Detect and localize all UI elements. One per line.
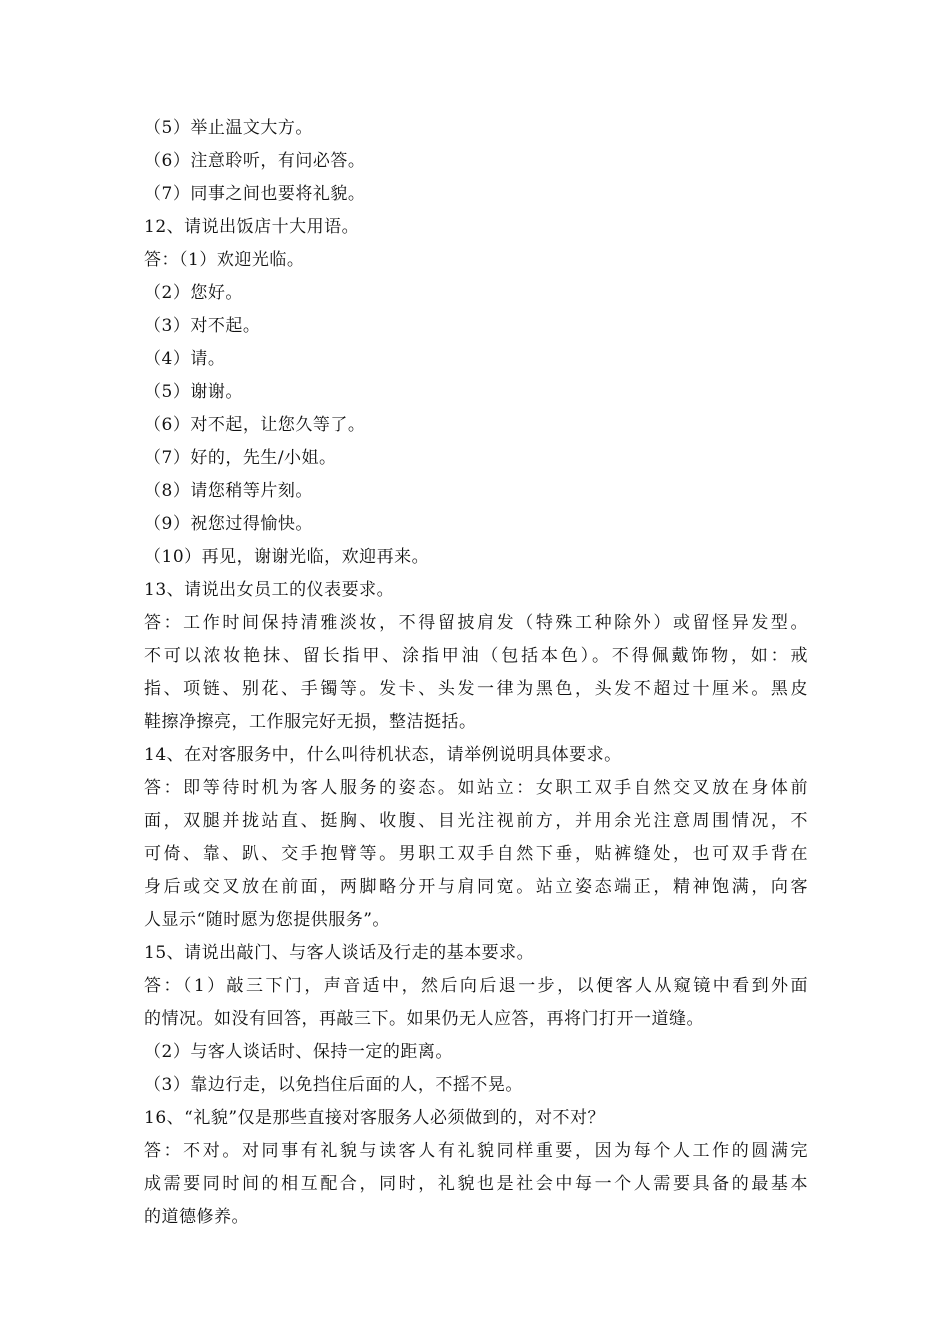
document-page [144,112,808,1234]
answer-line: 答：（1）敲三下门，声音适中，然后向后退一步，以便客人从窥镜中看到外面 [144,976,808,996]
text-line: （9）祝您过得愉快。 [144,514,313,534]
text-line: 成需要同时间的相互配合，同时，礼貌也是社会中每一个人需要具备的最基本 [144,1174,808,1194]
text-line: 鞋擦净擦亮，工作服完好无损，整洁挺括。 [144,712,477,732]
text-line: （10）再见，谢谢光临，欢迎再来。 [144,547,430,567]
text-line: 可倚、靠、趴、交手抱臂等。男职工双手自然下垂，贴裤缝处，也可双手背在 [144,844,808,864]
text-line: （2）您好。 [144,283,243,303]
text-line: （6）注意聆听，有问必答。 [144,151,366,171]
text-line: 的道德修养。 [144,1207,249,1227]
text-line: （8）请您稍等片刻。 [144,481,313,501]
text-line: 的情况。如没有回答，再敲三下。如果仍无人应答，再将门打开一道缝。 [144,1009,704,1029]
text-line: （5）谢谢。 [144,382,243,402]
question-heading: 13、请说出女员工的仪表要求。 [144,580,395,600]
text-line: （5）举止温文大方。 [144,118,313,138]
text-line: （2）与客人谈话时、保持一定的距离。 [144,1042,453,1062]
text-line: （4）请。 [144,349,226,369]
text-line: 人显示“随时愿为您提供服务”。 [144,910,390,930]
question-heading: 15、请说出敲门、与客人谈话及行走的基本要求。 [144,943,535,963]
answer-line: 答：（1）欢迎光临。 [144,250,305,270]
text-line: （3）对不起。 [144,316,261,336]
text-line: 指、项链、别花、手镯等。发卡、头发一律为黑色，头发不超过十厘米。黑皮 [144,679,808,699]
text-line: 身后或交叉放在前面，两脚略分开与肩同宽。站立姿态端正，精神饱满，向客 [144,877,808,897]
answer-line: 答：即等待时机为客人服务的姿态。如站立：女职工双手自然交叉放在身体前 [144,778,808,798]
text-line: （7）同事之间也要将礼貌。 [144,184,366,204]
answer-line: 答：不对。对同事有礼貌与读客人有礼貌同样重要，因为每个人工作的圆满完 [144,1141,808,1161]
question-heading: 14、在对客服务中，什么叫待机状态，请举例说明具体要求。 [144,745,622,765]
answer-line: 答：工作时间保持清雅淡妆，不得留披肩发（特殊工种除外）或留怪异发型。 [144,613,808,633]
text-line: （3）靠边行走，以免挡住后面的人，不摇不晃。 [144,1075,523,1095]
question-heading: 12、请说出饭店十大用语。 [144,217,360,237]
question-heading: 16、“礼貌”仅是那些直接对客服务人必须做到的，对不对？ [144,1108,606,1128]
text-line: 面，双腿并拢站直、挺胸、收腹、目光注视前方，并用余光注意周围情况，不 [144,811,808,831]
text-line: （7）好的，先生/小姐。 [144,448,337,468]
text-line: 不可以浓妆艳抹、留长指甲、涂指甲油（包括本色）。不得佩戴饰物，如：戒 [144,646,808,666]
text-line: （6）对不起，让您久等了。 [144,415,366,435]
